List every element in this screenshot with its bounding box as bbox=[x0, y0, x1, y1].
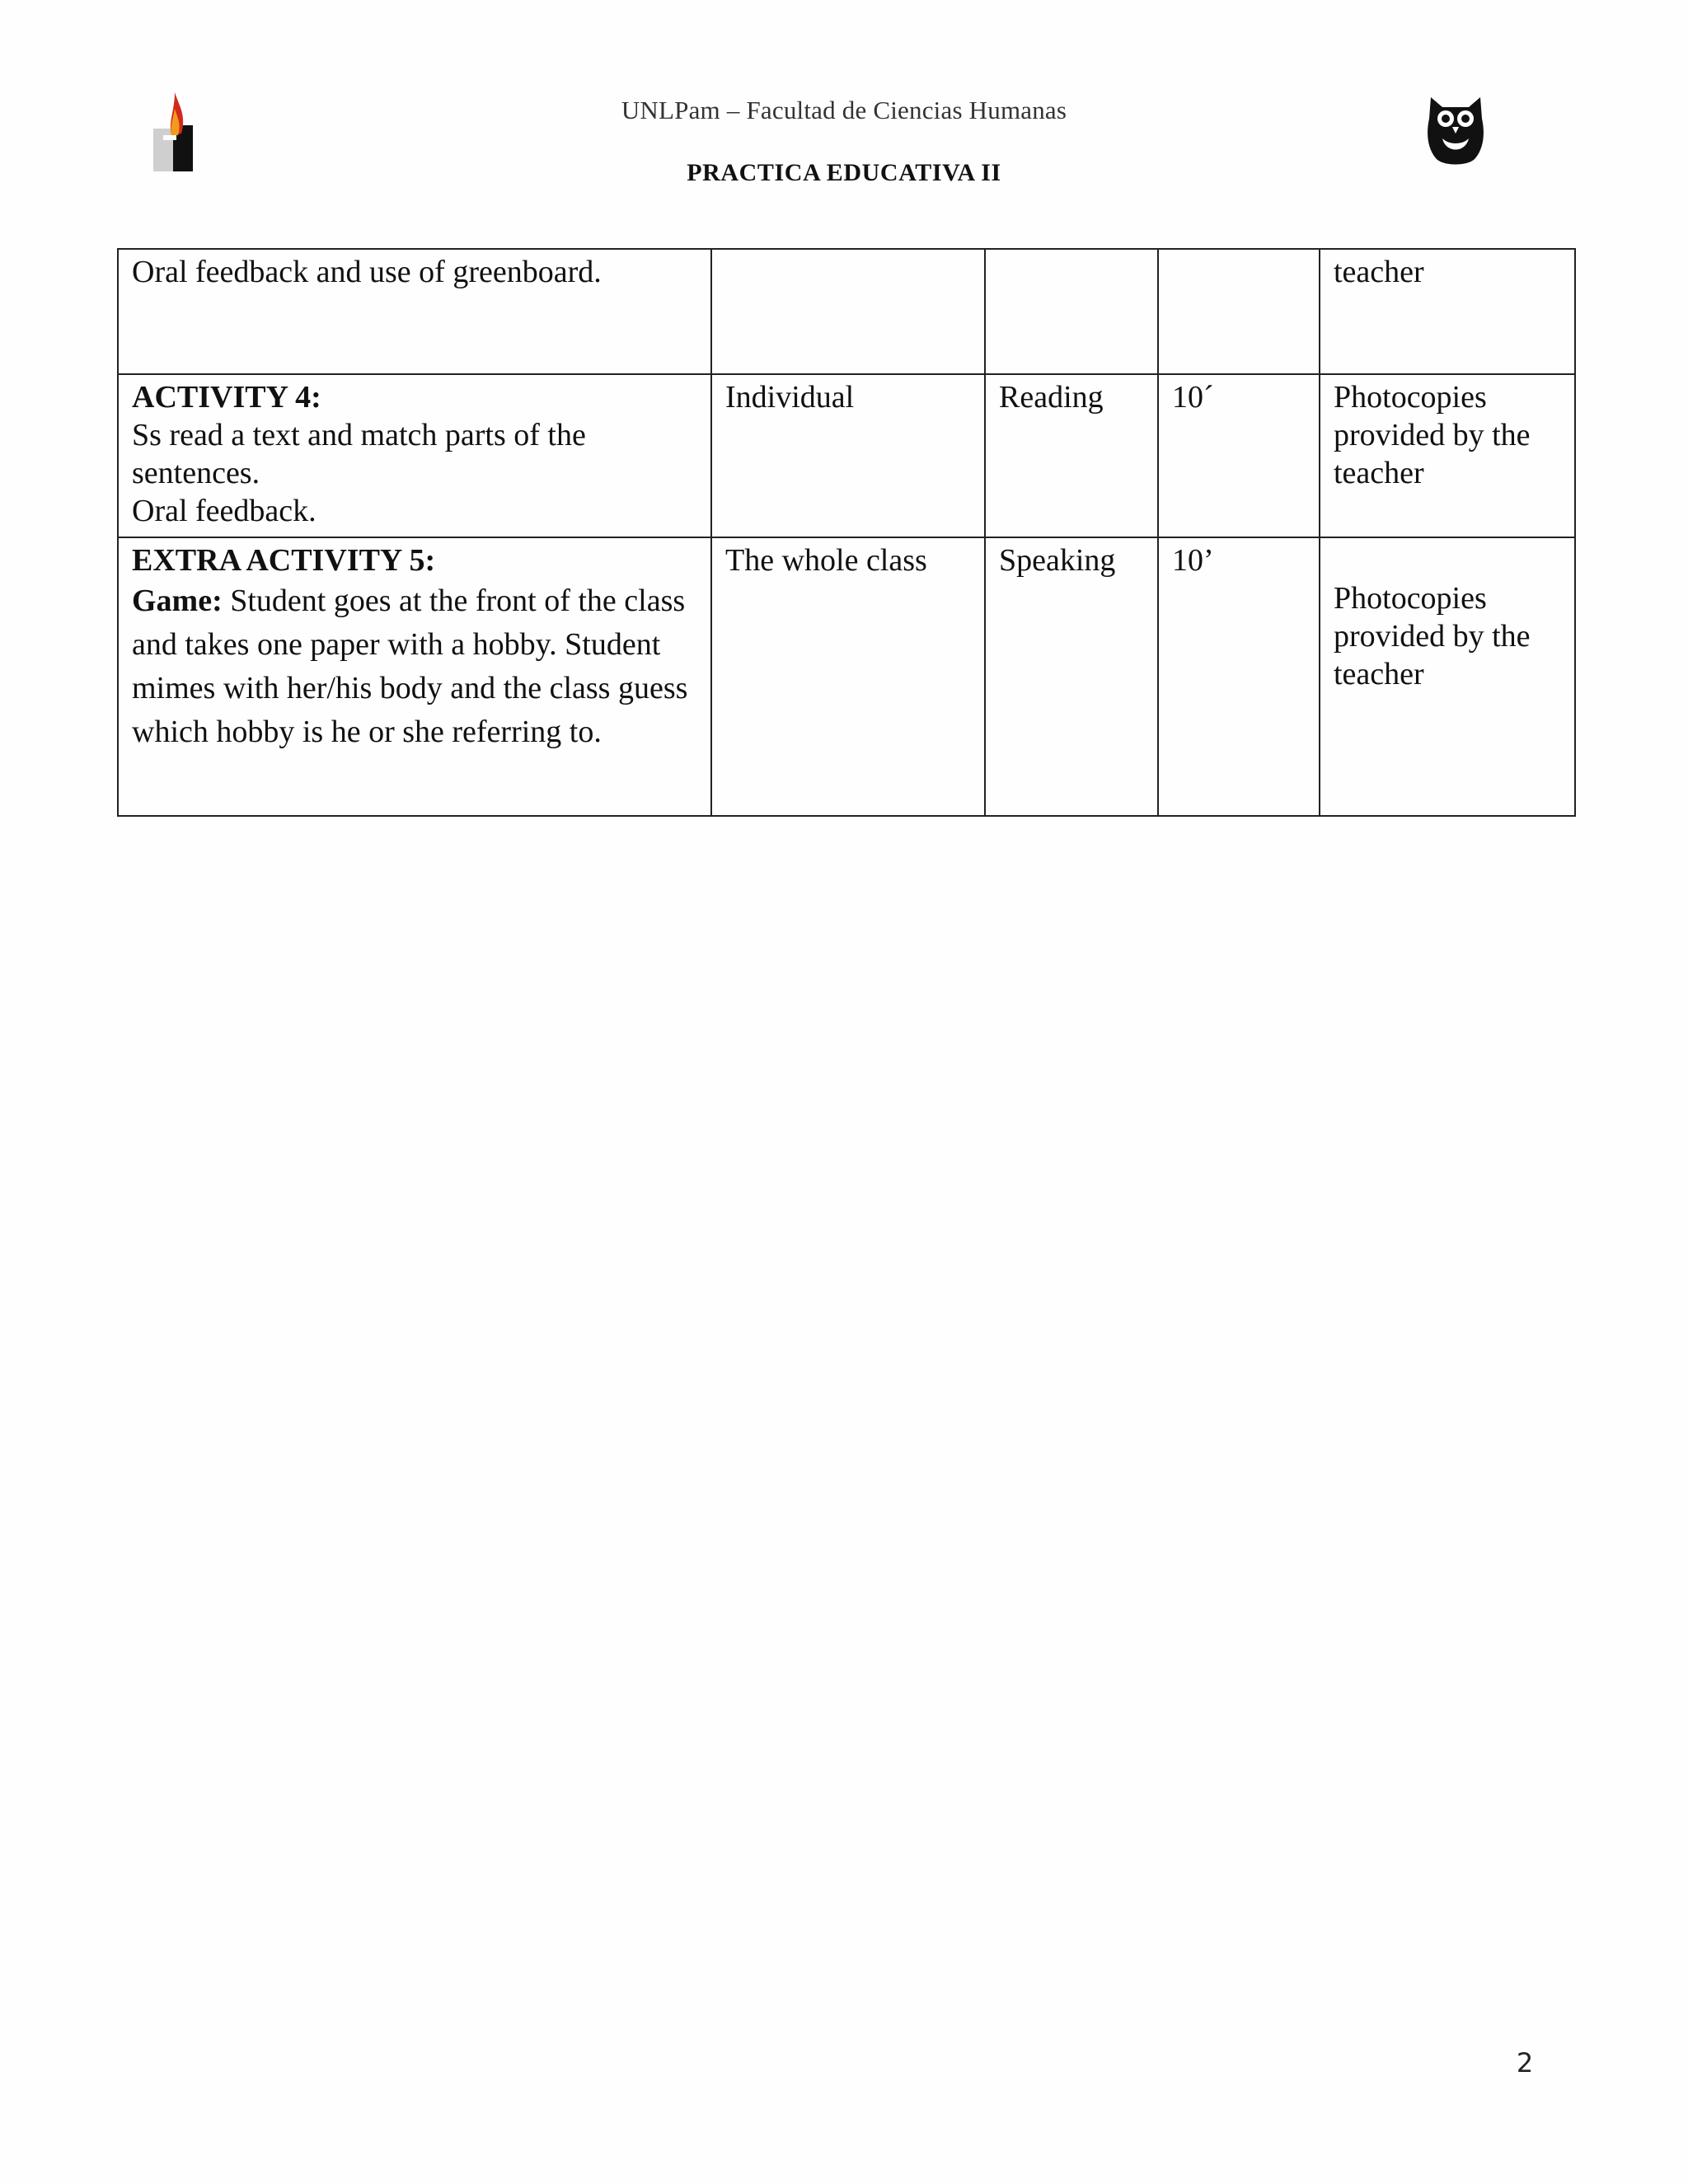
skill-cell bbox=[985, 249, 1158, 374]
resources-cell: Photocopies provided by the teacher bbox=[1320, 374, 1575, 537]
lesson-plan-table bbox=[117, 248, 1576, 817]
resources-cell bbox=[1320, 537, 1575, 816]
activity-description-cell bbox=[118, 374, 711, 537]
skill-cell: Reading bbox=[985, 374, 1158, 537]
game-label: Game: bbox=[132, 583, 223, 618]
activity-title: EXTRA ACTIVITY 5: bbox=[132, 543, 436, 578]
table-row bbox=[118, 537, 1575, 816]
table-row bbox=[118, 249, 1575, 374]
time-cell: 10´ bbox=[1158, 374, 1320, 537]
course-title: PRACTICA EDUCATIVA II bbox=[687, 159, 1001, 186]
activity-description: Oral feedback and use of greenboard. bbox=[132, 255, 602, 289]
activity-title: ACTIVITY 4: bbox=[132, 380, 321, 415]
activity-description-line: Ss read a text and match parts of the bbox=[132, 418, 586, 452]
institution-header: UNLPam – Facultad de Ciencias Humanas bbox=[621, 96, 1067, 124]
owl-logo-icon bbox=[1424, 94, 1487, 168]
game-text: Student goes at the front of the class and takes one paper with a hobby. Student mimes with her/his body and the class guess which hobby is he or she referring to. bbox=[132, 583, 688, 749]
interaction-cell bbox=[711, 249, 985, 374]
activity-description-line: sentences. bbox=[132, 456, 260, 490]
activity-description-cell bbox=[118, 249, 711, 374]
resources-cell: teacher bbox=[1320, 249, 1575, 374]
table-row bbox=[118, 374, 1575, 537]
skill-cell: Speaking bbox=[985, 537, 1158, 816]
game-description bbox=[132, 579, 697, 754]
interaction-cell: The whole class bbox=[711, 537, 985, 816]
time-cell bbox=[1158, 249, 1320, 374]
interaction-cell: Individual bbox=[711, 374, 985, 537]
resources-text: Photocopies provided by the teacher bbox=[1334, 581, 1531, 691]
time-cell: 10’ bbox=[1158, 537, 1320, 816]
activity-description-line: Oral feedback. bbox=[132, 494, 316, 528]
page-number: 2 bbox=[1516, 2047, 1534, 2079]
activity-description-cell bbox=[118, 537, 711, 816]
